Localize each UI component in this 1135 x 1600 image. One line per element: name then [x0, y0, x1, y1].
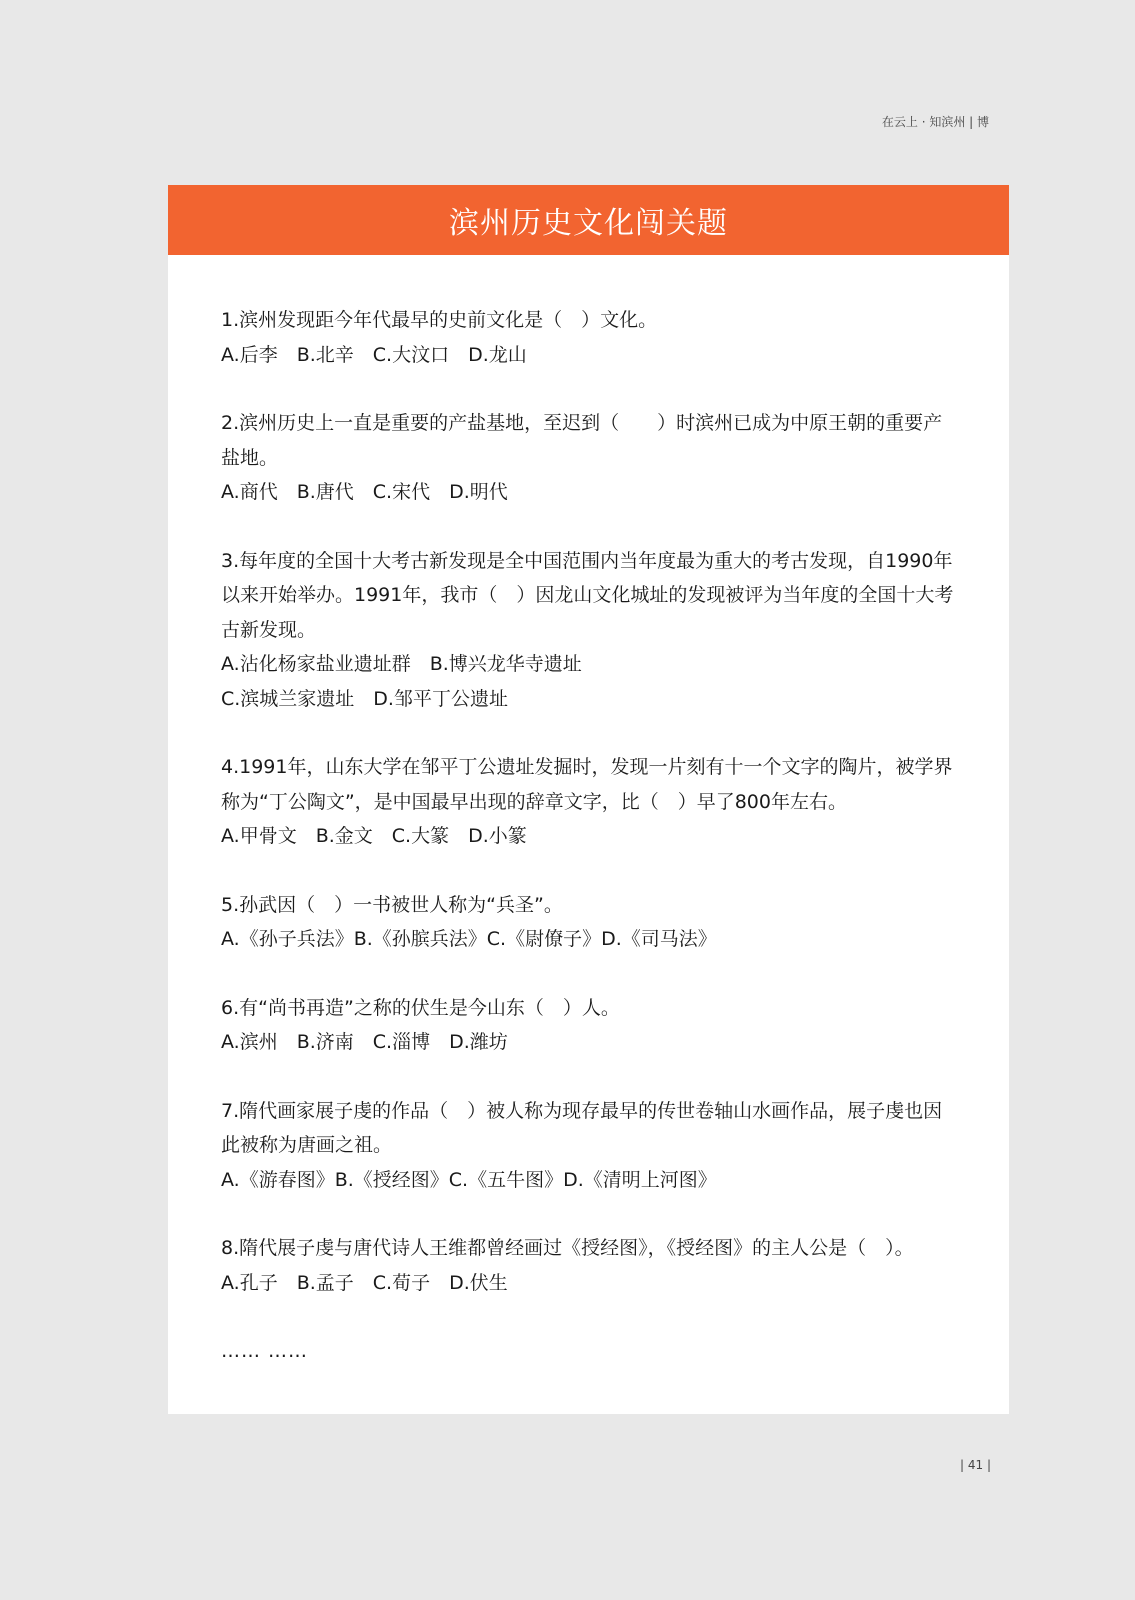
question-text: 3.每年度的全国十大考古新发现是全中国范围内当年度最为重大的考古发现，自1990年以来开始举办。1991年，我市（ ）因龙山文化城址的发现被评为当年度的全国十大考古新发现。	[221, 549, 954, 641]
question-text: 4.1991年，山东大学在邹平丁公遗址发掘时，发现一片刻有十一个文字的陶片，被学界称为“丁公陶文”，是中国最早出现的辞章文字，比（ ）早了800年左右。	[221, 756, 953, 813]
question-list	[221, 303, 957, 1369]
question-text: 2.滨州历史上一直是重要的产盐基地，至迟到（ ）时滨州已成为中原王朝的重要产盐地。	[221, 412, 943, 469]
question-item	[221, 406, 957, 510]
question-options: A.《游春图》B.《授经图》C.《五牛图》D.《清明上河图》	[221, 1168, 717, 1191]
quiz-card	[168, 185, 1009, 1414]
question-text: 8.隋代展子虔与唐代诗人王维都曾经画过《授经图》，《授经图》的主人公是（ ）。	[221, 1237, 914, 1259]
question-item	[221, 544, 957, 717]
page-number: | 41 |	[960, 1458, 991, 1472]
running-head: 在云上 · 知滨州 | 博	[881, 115, 989, 129]
question-options: A.甲骨文 B.金文 C.大篆 D.小篆	[221, 825, 527, 847]
question-options: A.沾化杨家盐业遗址群 B.博兴龙华寺遗址	[221, 653, 582, 675]
question-options: A.商代 B.唐代 C.宋代 D.明代	[221, 481, 508, 503]
question-options: A.孔子 B.孟子 C.荀子 D.伏生	[221, 1271, 508, 1294]
question-options: A.滨州 B.济南 C.淄博 D.潍坊	[221, 1031, 508, 1053]
question-text: 1.滨州发现距今年代最早的史前文化是（ ）文化。	[221, 309, 658, 331]
question-text: 7.隋代画家展子虔的作品（ ）被人称为现存最早的传世卷轴山水画作品，展子虔也因此被称为唐画之祖。	[221, 1099, 943, 1156]
question-item	[221, 1094, 957, 1198]
question-item	[221, 303, 957, 372]
question-options: C.滨城兰家遗址 D.邹平丁公遗址	[221, 687, 508, 710]
question-text: 5.孙武因（ ）一书被世人称为“兵圣”。	[221, 893, 563, 916]
continuation-ellipsis: …… ……	[221, 1340, 309, 1362]
question-options: A.后李 B.北辛 C.大汶口 D.龙山	[221, 343, 527, 366]
question-text: 6.有“尚书再造”之称的伏生是今山东（ ）人。	[221, 996, 620, 1019]
question-item	[221, 888, 957, 957]
question-item	[221, 991, 957, 1060]
question-options: A.《孙子兵法》B.《孙膑兵法》C.《尉僚子》D.《司马法》	[221, 928, 717, 950]
page-title: 滨州历史文化闯关题	[449, 206, 728, 241]
title-banner	[168, 185, 1009, 255]
question-item	[221, 750, 957, 854]
question-item	[221, 1231, 957, 1300]
